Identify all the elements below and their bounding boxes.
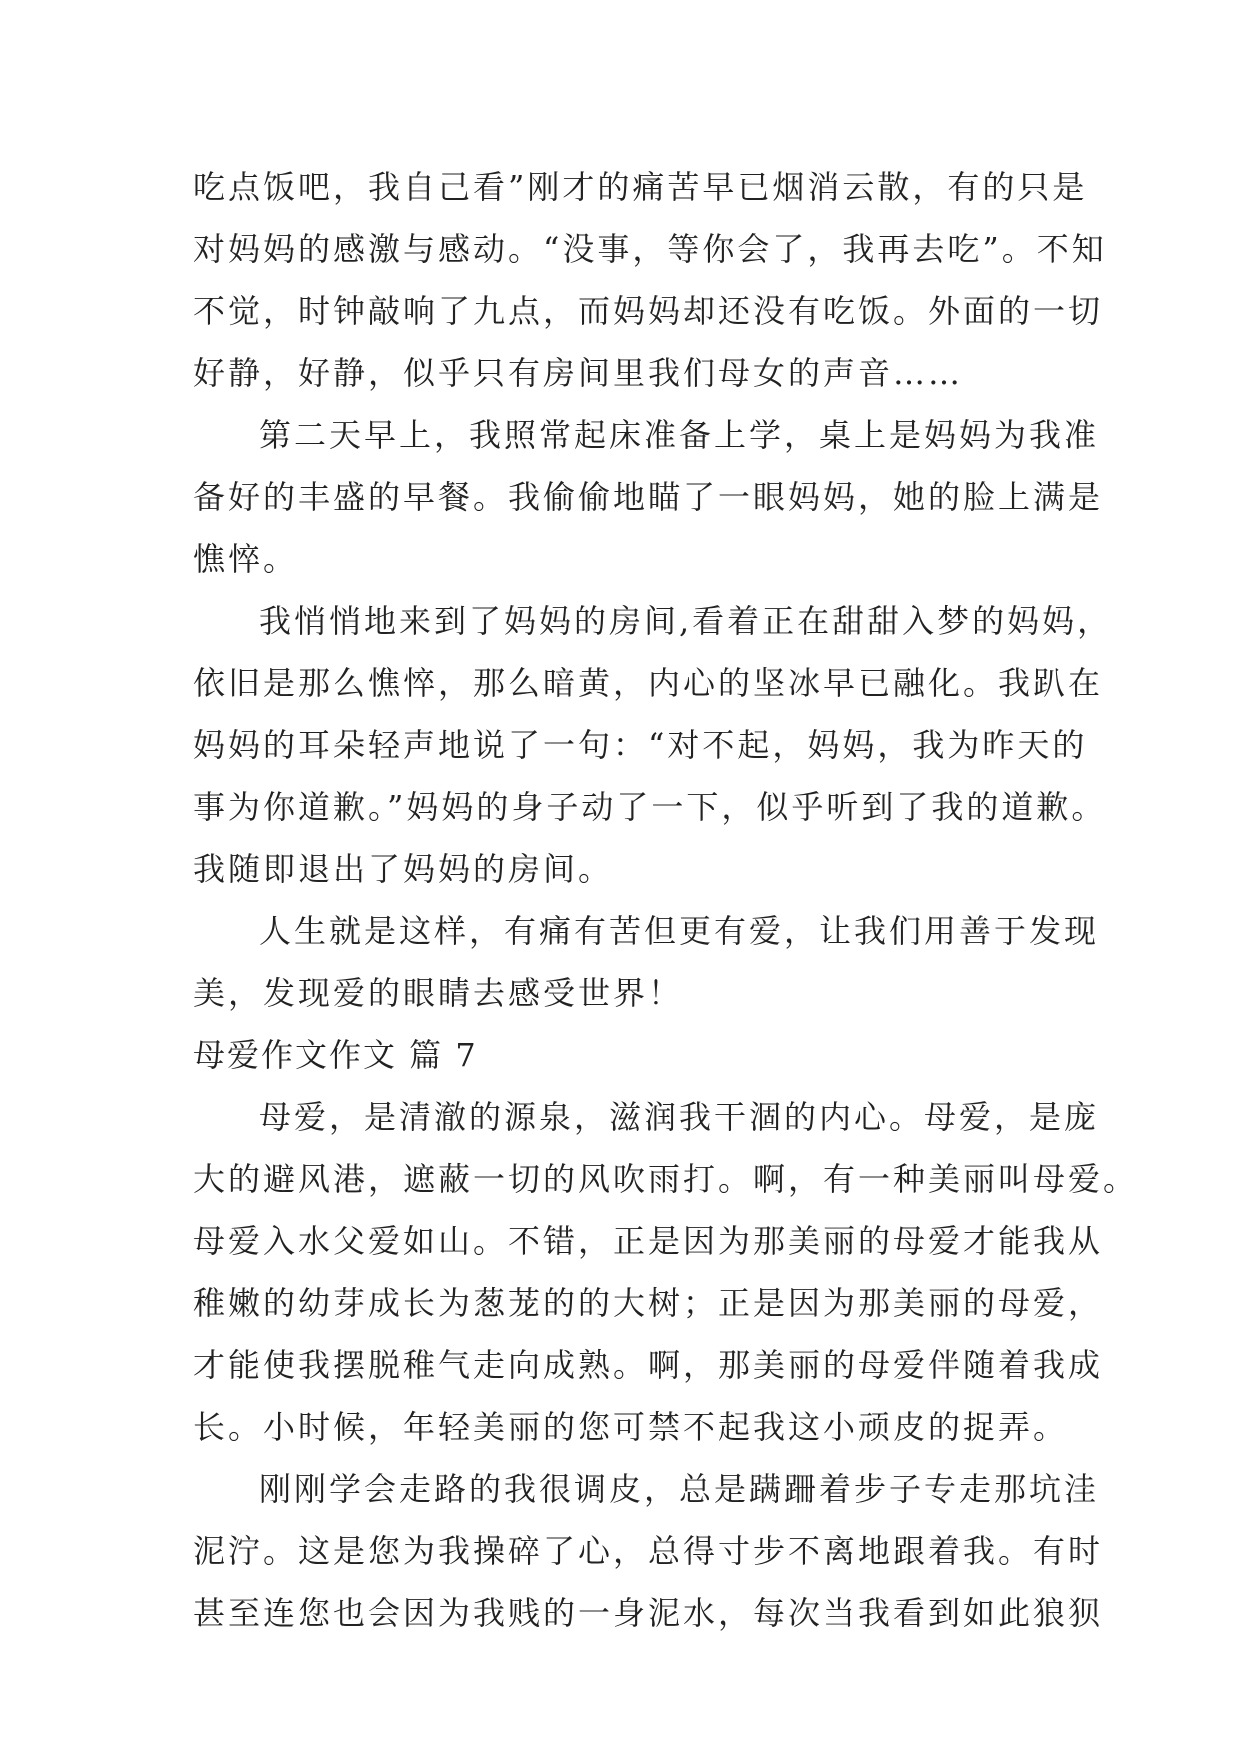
text-line: 才能使我摆脱稚气走向成熟。啊，那美丽的母爱伴随着我成 (193, 1346, 1104, 1384)
text-line: 对妈妈的感激与感动。“没事，等你会了，我再去吃”。不知 (193, 230, 1107, 268)
text-line: 长。小时候，年轻美丽的您可禁不起我这小顽皮的捉弄。 (193, 1408, 1069, 1446)
section-heading: 母爱作文作文 篇 7 (193, 1036, 478, 1074)
text-line: 母爱，是清澈的源泉，滋润我干涸的内心。母爱，是庞 (259, 1098, 1100, 1136)
text-line: 我随即退出了妈妈的房间。 (193, 850, 614, 888)
text-line: 刚刚学会走路的我很调皮，总是蹒跚着步子专走那坑洼 (259, 1470, 1100, 1508)
text-line: 大的避风港，遮蔽一切的风吹雨打。啊，有一种美丽叫母爱。 (193, 1160, 1139, 1198)
text-line: 依旧是那么憔悴，那么暗黄，内心的坚冰早已融化。我趴在 (193, 664, 1104, 702)
text-line: 好静，好静，似乎只有房间里我们母女的声音…… (193, 354, 964, 392)
text-line: 妈妈的耳朵轻声地说了一句：“对不起，妈妈，我为昨天的 (193, 726, 1088, 764)
text-line: 母爱入水父爱如山。不错，正是因为那美丽的母爱才能我从 (193, 1222, 1104, 1260)
text-line: 我悄悄地来到了妈妈的房间,看着正在甜甜入梦的妈妈， (259, 602, 1113, 640)
text-line: 第二天早上，我照常起床准备上学，桌上是妈妈为我准 (259, 416, 1100, 454)
text-line: 稚嫩的幼芽成长为葱茏的的大树；正是因为那美丽的母爱， (193, 1284, 1104, 1322)
text-line: 不觉，时钟敲响了九点，而妈妈却还没有吃饭。外面的一切 (193, 292, 1104, 330)
text-line: 泥泞。这是您为我操碎了心，总得寸步不离地跟着我。有时 (193, 1532, 1104, 1570)
text-line: 美，发现爱的眼睛去感受世界！ (193, 974, 684, 1012)
text-line: 甚至连您也会因为我贱的一身泥水，每次当我看到如此狼狈 (193, 1594, 1104, 1632)
text-line: 憔悴。 (193, 540, 299, 578)
text-line: 备好的丰盛的早餐。我偷偷地瞄了一眼妈妈，她的脸上满是 (193, 478, 1104, 516)
document-text (193, 156, 1139, 1644)
text-line: 吃点饭吧，我自己看”刚才的痛苦早已烟消云散，有的只是 (193, 168, 1088, 206)
text-line: 人生就是这样，有痛有苦但更有爱，让我们用善于发现 (259, 912, 1100, 950)
text-line: 事为你道歉。”妈妈的身子动了一下，似乎听到了我的道歉。 (193, 788, 1107, 826)
